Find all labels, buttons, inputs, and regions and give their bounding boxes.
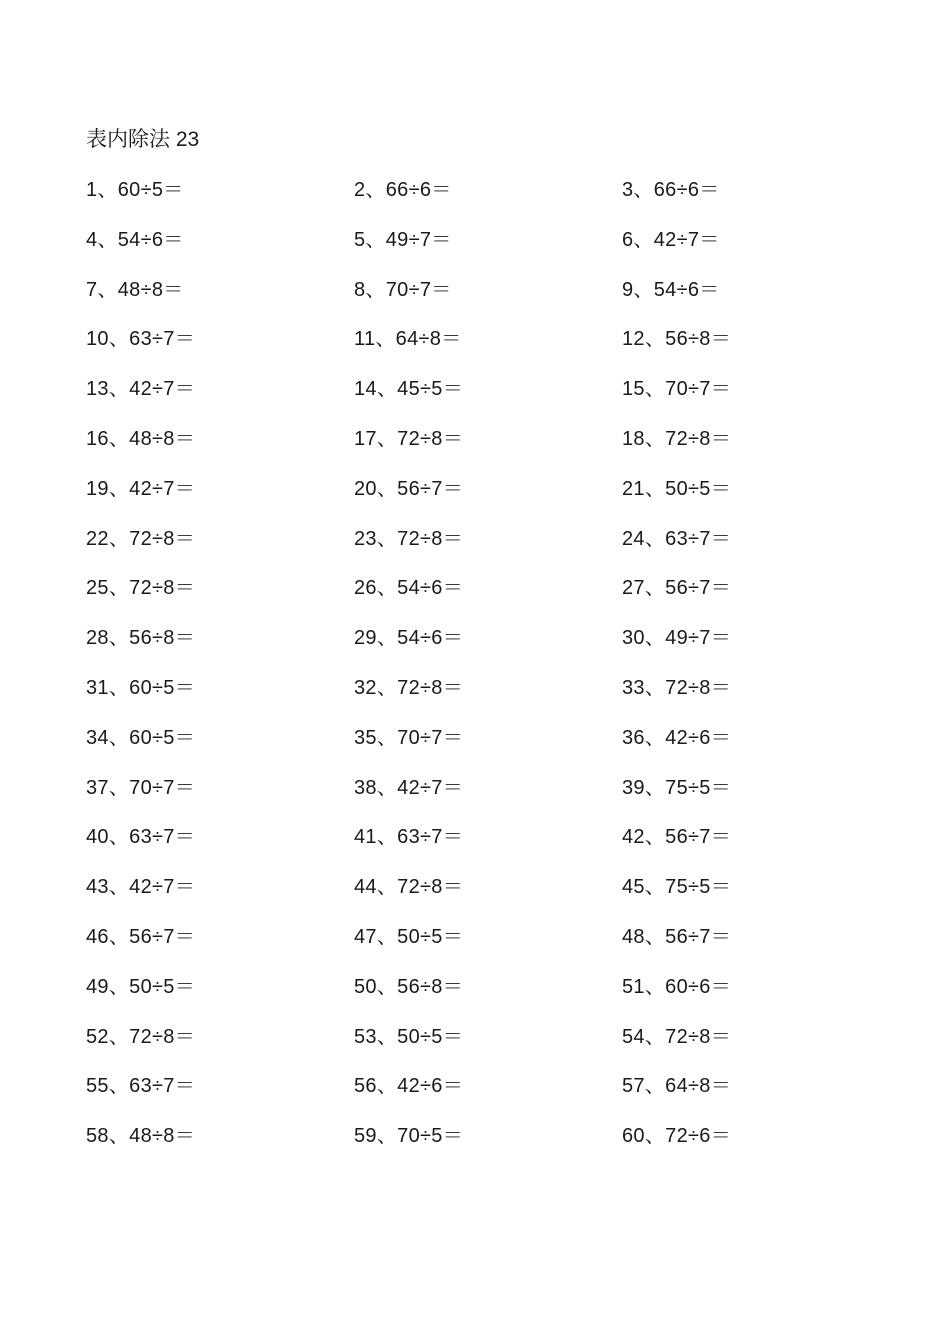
problem-item: 54、72÷8＝ (622, 1025, 731, 1048)
problem-item: 46、56÷7＝ (86, 925, 195, 948)
problem-item: 43、42÷7＝ (86, 876, 195, 899)
problem-item: 50、56÷8＝ (354, 975, 463, 998)
problem-item: 2、66÷6＝ (354, 179, 452, 201)
problem-item: 19、42÷7＝ (86, 477, 195, 500)
problem-item: 7、48÷8＝ (86, 278, 184, 301)
problem-item: 16、48÷8＝ (86, 427, 195, 450)
problem-item: 58、48÷8＝ (86, 1125, 195, 1148)
problem-item: 44、72÷8＝ (354, 876, 463, 899)
problem-item: 47、50÷5＝ (354, 925, 463, 948)
problem-item: 60、72÷6＝ (622, 1125, 731, 1148)
problem-item: 24、63÷7＝ (622, 527, 731, 550)
problem-item: 51、60÷6＝ (622, 975, 731, 998)
problem-item: 49、50÷5＝ (86, 975, 195, 998)
problem-item: 31、60÷5＝ (86, 676, 195, 699)
problem-item: 27、56÷7＝ (622, 577, 731, 600)
problem-item: 26、54÷6＝ (354, 577, 463, 600)
problem-item: 3、66÷6＝ (622, 179, 720, 201)
problem-item: 39、75÷5＝ (622, 776, 731, 799)
problem-item: 37、70÷7＝ (86, 776, 195, 799)
problem-item: 14、45÷5＝ (354, 378, 463, 401)
problem-item: 8、70÷7＝ (354, 278, 452, 301)
problem-item: 33、72÷8＝ (622, 676, 731, 699)
problem-item: 55、63÷7＝ (86, 1075, 195, 1098)
problem-item: 10、63÷7＝ (86, 328, 195, 351)
problem-item: 56、42÷6＝ (354, 1075, 463, 1098)
problem-item: 30、49÷7＝ (622, 627, 731, 650)
problem-item: 5、49÷7＝ (354, 228, 452, 251)
problem-item: 21、50÷5＝ (622, 477, 731, 500)
problem-item: 32、72÷8＝ (354, 676, 463, 699)
problem-item: 17、72÷8＝ (354, 427, 463, 450)
problem-item: 53、50÷5＝ (354, 1025, 463, 1048)
problem-item: 12、56÷8＝ (622, 328, 731, 351)
problem-item: 36、42÷6＝ (622, 726, 731, 749)
problem-item: 20、56÷7＝ (354, 477, 463, 500)
problem-item: 59、70÷5＝ (354, 1125, 463, 1148)
problem-item: 18、72÷8＝ (622, 427, 731, 450)
problem-grid (86, 176, 906, 1172)
problem-item: 25、72÷8＝ (86, 577, 195, 600)
problem-item: 23、72÷8＝ (354, 527, 463, 550)
problem-item: 45、75÷5＝ (622, 876, 731, 899)
problem-item: 41、63÷7＝ (354, 826, 463, 849)
problem-item: 15、70÷7＝ (622, 378, 731, 401)
problem-item: 4、54÷6＝ (86, 228, 184, 251)
problem-item: 57、64÷8＝ (622, 1075, 731, 1098)
problem-item: 22、72÷8＝ (86, 527, 195, 550)
problem-item: 11、64÷8＝ (354, 328, 462, 351)
problem-item: 13、42÷7＝ (86, 378, 195, 401)
problem-item: 9、54÷6＝ (622, 278, 720, 301)
problem-item: 34、60÷5＝ (86, 726, 195, 749)
problem-item: 48、56÷7＝ (622, 925, 731, 948)
problem-item: 38、42÷7＝ (354, 776, 463, 799)
problem-item: 28、56÷8＝ (86, 627, 195, 650)
problem-item: 35、70÷7＝ (354, 726, 463, 749)
problem-item: 40、63÷7＝ (86, 826, 195, 849)
problem-item: 1、60÷5＝ (86, 179, 184, 201)
problem-item: 29、54÷6＝ (354, 627, 463, 650)
problem-item: 52、72÷8＝ (86, 1025, 195, 1048)
problem-item: 42、56÷7＝ (622, 826, 731, 849)
problem-item: 6、42÷7＝ (622, 228, 720, 251)
worksheet-title: 表内除法 23 (86, 128, 200, 151)
